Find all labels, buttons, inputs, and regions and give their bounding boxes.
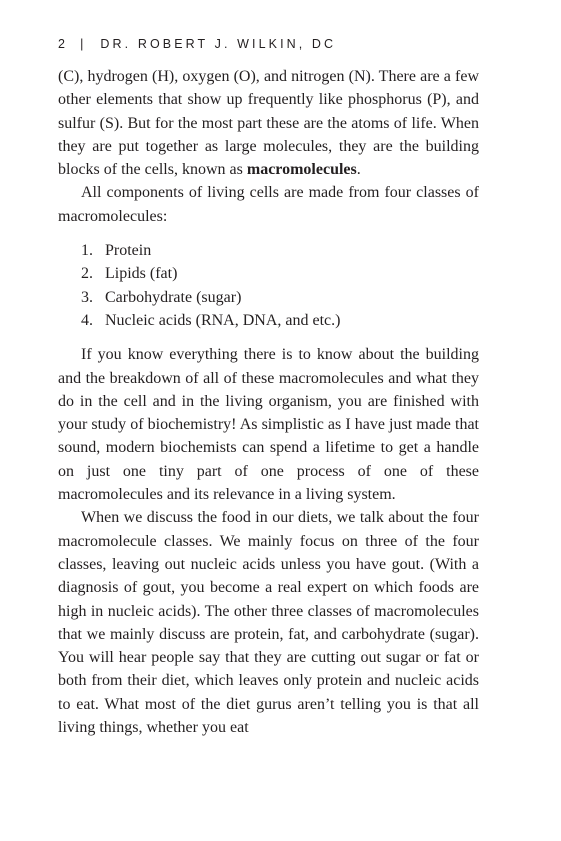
paragraph-four-classes: All components of living cells are made from four classes of macromolecules: [58,184,479,225]
list-item-text: Carbohydrate (sugar) [105,288,242,306]
list-item-text: Lipids (fat) [105,265,178,283]
list-item-text: Nucleic acids (RNA, DNA, and etc.) [105,311,341,329]
list-item-text: Protein [105,242,152,260]
list-item-number: 2. [81,265,93,283]
paragraph-end-punctuation: . [356,161,361,179]
list-item [81,262,479,285]
list-item [81,286,479,309]
list-item [81,239,479,262]
header-separator: | [80,37,87,51]
author-name: DR. ROBERT J. WILKIN, DC [100,37,337,51]
paragraph-text: (C), hydrogen (H), oxygen (O), and nitrogen (N). There are a few other elements that show up frequently like phosphorus (P), and sulfur (S). But for the most part these are the atoms of life. When they are put together as large molecules, they are the building blocks of the cells, known as [58,68,479,179]
list-item [81,309,479,332]
running-header [58,37,336,51]
paragraph-biochemistry: If you know everything there is to know about the building and the breakdown of all of these macromolecules and what they do in the cell and in the living organism, you are finished with your study of biochemistry! As simplistic as I have just made that sound, modern biochemists can spend a lifetime to get a handle on just one tiny part of one process of one of these macromolecules and its relevance in a living system. [58,346,479,504]
list-item-number: 4. [81,311,93,329]
list-item-number: 1. [81,242,93,260]
paragraph-continuation [58,65,479,181]
body-text [58,65,479,739]
paragraph-diets: When we discuss the food in our diets, we talk about the four macromolecule classes. We mainly focus on three of the four classes, leaving out nucleic acids unless you have gout. (With a diagnosis of gout, you become a real expert on which foods are high in nucleic acids). The other three classes of macromolecules that we mainly discuss are protein, fat, and carbohydrate (sugar). You will hear people say that they are cutting out sugar or fat or both from their diet, which leaves only protein and nucleic acids to eat. What most of the diet gurus aren’t telling you is that all living things, whether you eat [58,509,479,737]
page-number: 2 [58,37,69,51]
macromolecule-list [58,239,479,332]
bold-term-macromolecules: macromolecules [246,161,357,179]
list-item-number: 3. [81,288,93,306]
